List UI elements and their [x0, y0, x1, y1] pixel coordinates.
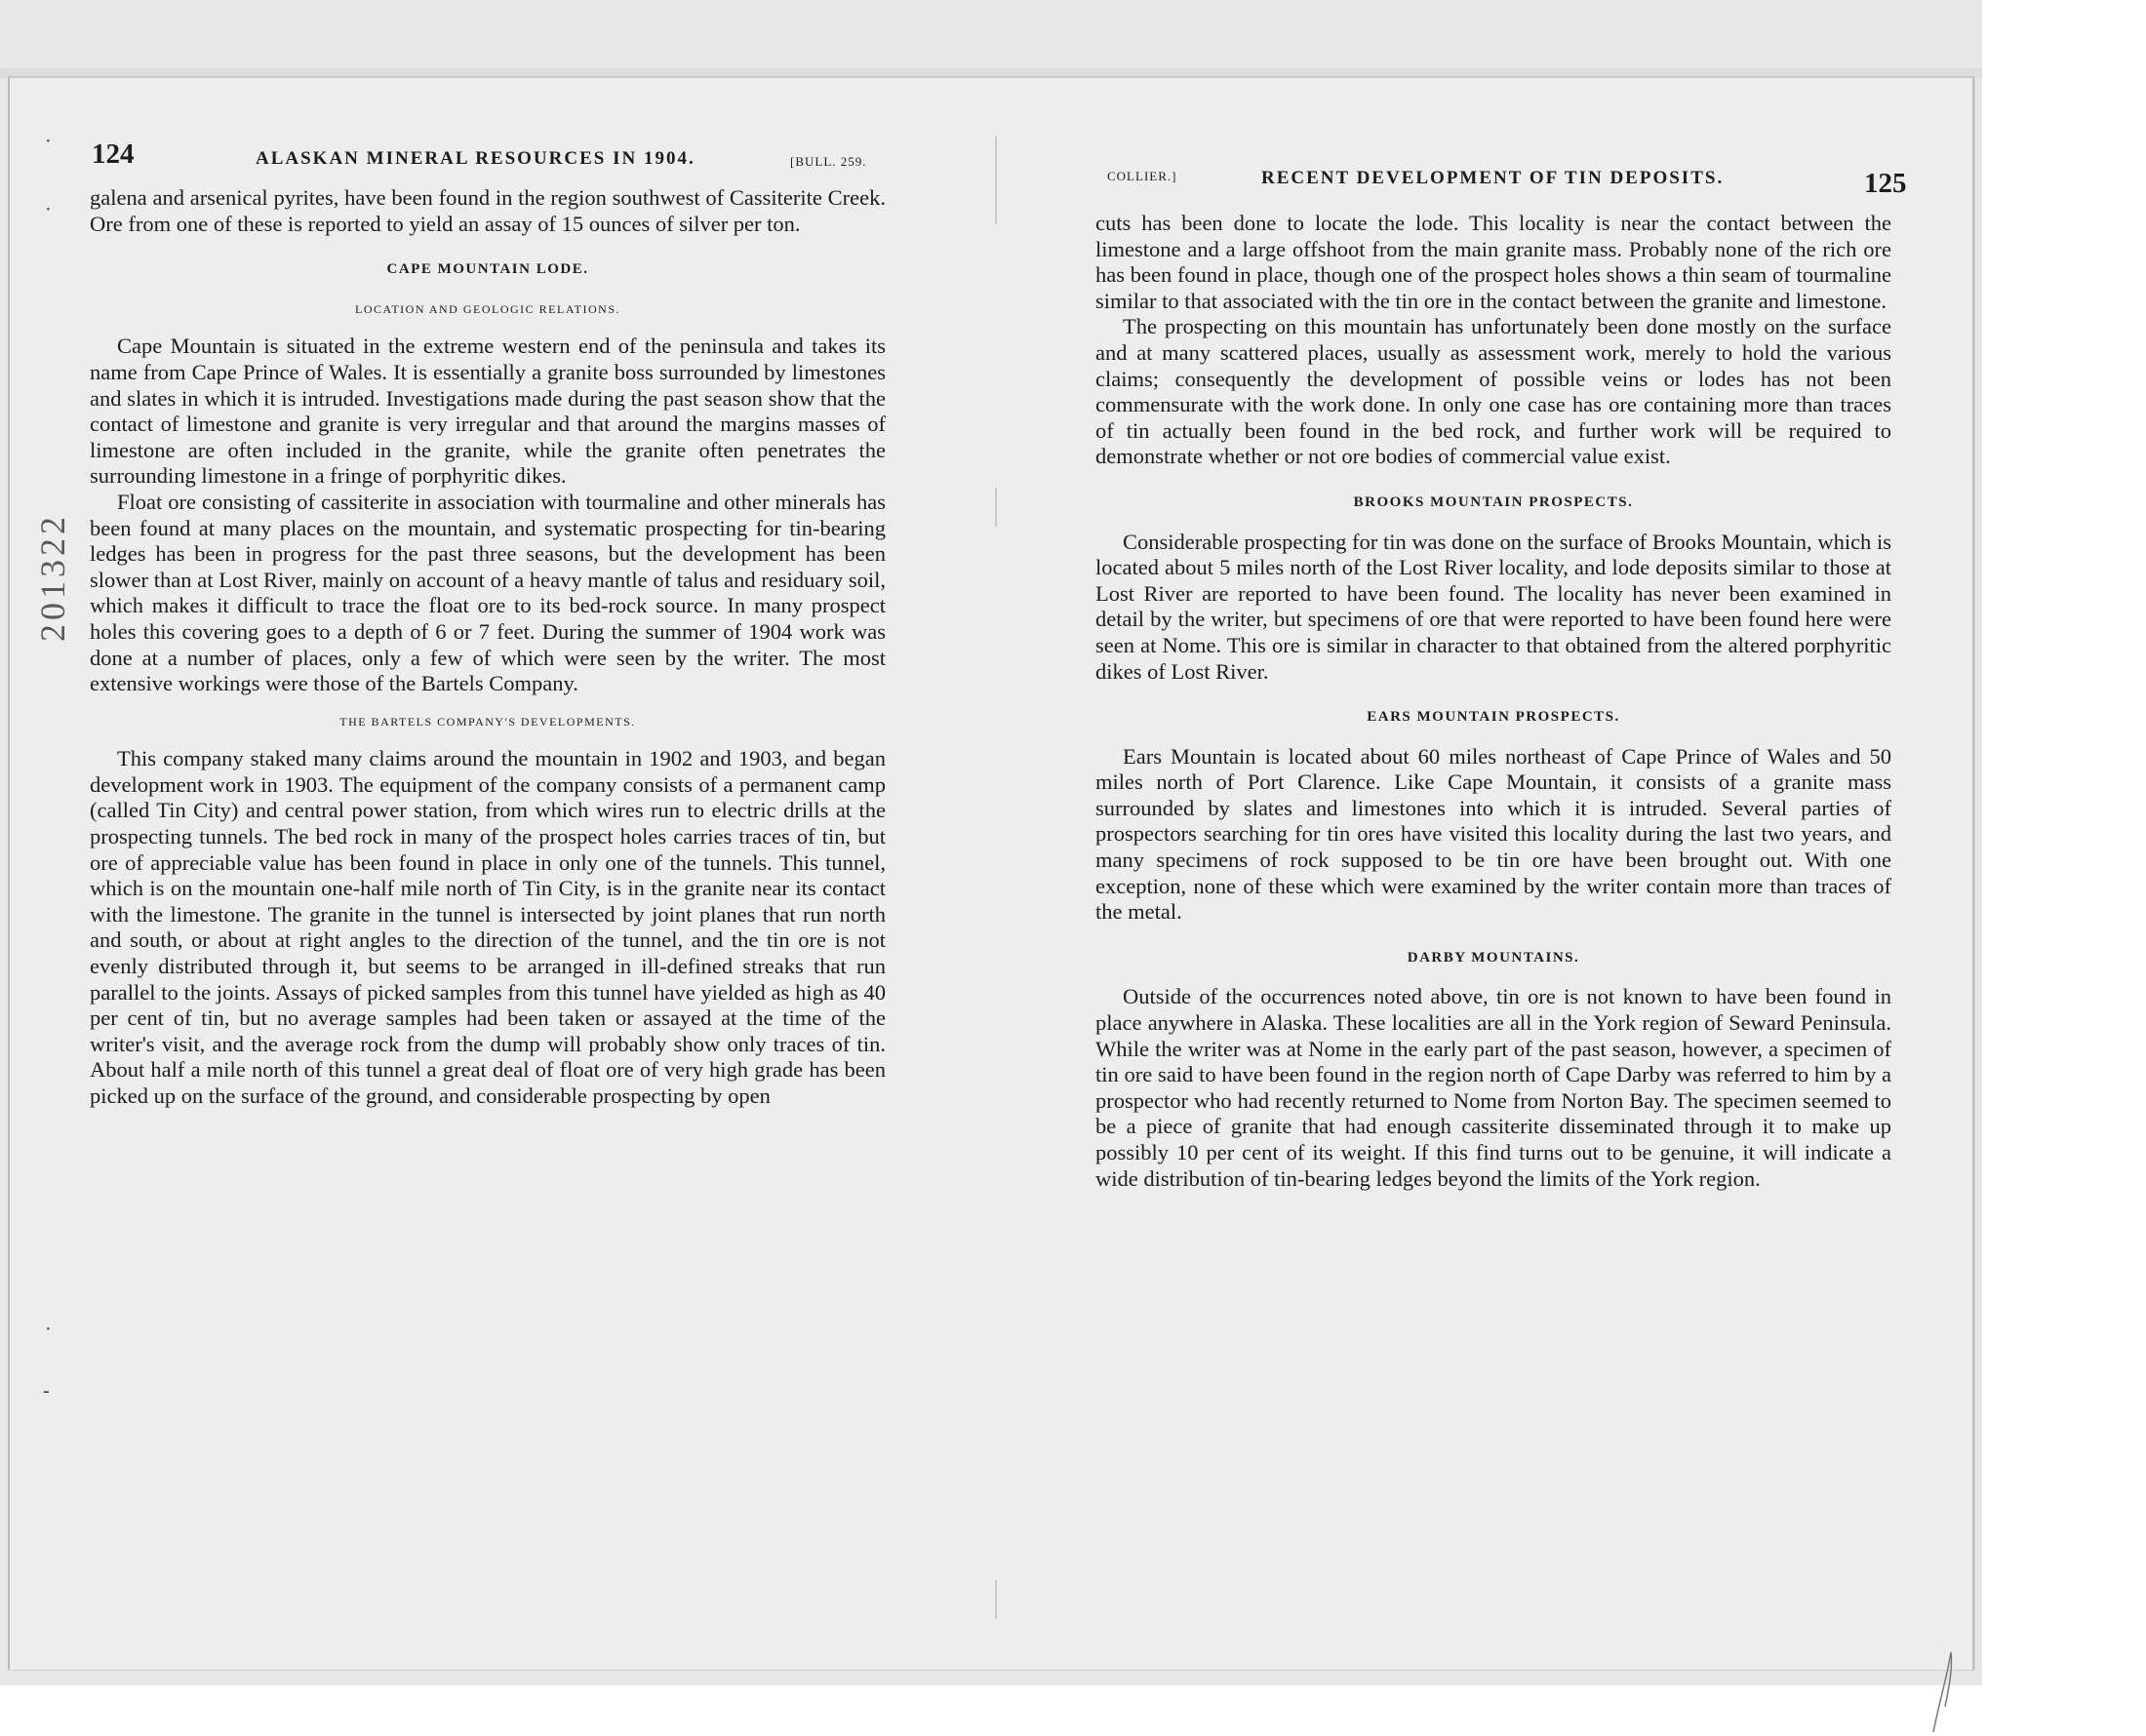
book-spread: [8, 76, 1974, 1670]
author-reference: COLLIER.]: [1107, 169, 1177, 183]
pencil-mark: [1929, 1648, 1959, 1736]
right-page: [1000, 78, 1972, 1670]
subheading: THE BARTELS COMPANY'S DEVELOPMENTS.: [339, 714, 636, 729]
opening-paragraph: galena and arsenical pyrites, have been found in the region southwest of Cassiterite Creek. Ore from one of these is reported to yield an assay of 15 ounces of silver per ton.: [90, 185, 886, 236]
paragraph: Ears Mountain is located about 60 miles northeast of Cape Prince of Wales and 50 miles north of Port Clarence. Like Cape Mountain, it consists of a granite mass surrounded by slates and limestones into which it is intruded. Several parties of prospectors searching for tin ores have visited this locality during the last two years, and many specimens of rock supposed to be tin ore have been brought out. With one exception, none of these which were examined by the writer contain more than traces of the metal.: [1095, 743, 1891, 925]
section-heading: CAPE MOUNTAIN LODE.: [386, 261, 589, 278]
bulletin-reference: [BULL. 259.: [790, 154, 867, 169]
paragraph: Considerable prospecting for tin was done on the surface of Brooks Mountain, which is located about 5 miles north of the Lost River locality, and lode deposits similar to those at Lost River are reported to have been found. The locality has never been examined in detail by the writer, but specimens of ore that were reported to have been found here were seen at Nome. This ore is similar in character to that obtained from the altered porphyritic dikes of Lost River.: [1095, 529, 1891, 684]
page-number: 124: [92, 138, 135, 170]
margin-mark: ·: [45, 131, 52, 152]
left-text-column: [90, 185, 886, 1110]
paragraph: Outside of the occurrences noted above, tin ore is not known to have been found in place anywhere in Alaska. These localities are all in the York region of Seward Peninsula. While the writer was at Nome in the early part of the past season, however, a specimen of tin ore said to have been found in the region north of Cape Darby was referred to him by a prospector who had recently returned to Nome from Norton Bay. The specimen seemed to be a piece of granite that had enough cassiterite disseminated through it to make up possibly 10 per cent of its weight. If this find turns out to be genuine, it will indicate a wide distribution of tin-bearing ledges beyond the limits of the York region.: [1095, 984, 1891, 1191]
gutter-line-bottom: [995, 1580, 997, 1619]
margin-mark: ·: [45, 1319, 52, 1340]
gutter-line-top: [995, 137, 997, 224]
paragraph: This company staked many claims around the mountain in 1902 and 1903, and began development work in 1903. The equipment of the company consists of a permanent camp (called Tin City) and central power station, from which wires run to electric drills at the prospecting tunnels. The bed rock in many of the prospect holes carries traces of tin, but ore of appreciable value has been found in place in only one of the tunnels. This tunnel, which is on the mountain one-half mile north of Tin City, is in the granite near its contact with the limestone. The granite in the tunnel is intersected by joint planes that run north and south, or about at right angles to the direction of the tunnel, and the tin ore is not evenly distributed through it, but seems to be arranged in ill-defined streaks that run parallel to the joints. Assays of picked samples from this tunnel have yielded as high as 40 per cent of tin, but no average samples had been taken or assayed at the time of the writer's visit, and the average rock from the dump will probably show only traces of tin. About half a mile north of this tunnel a great deal of float ore of very high grade has been picked up on the surface of the ground, and considerable prospecting by open: [90, 746, 886, 1108]
page-number: 125: [1864, 168, 1907, 199]
section-heading: BROOKS MOUNTAIN PROSPECTS.: [1353, 493, 1634, 510]
margin-mark: ·: [45, 199, 52, 220]
gutter-line-mid: [995, 488, 997, 527]
running-head: ALASKAN MINERAL RESOURCES IN 1904.: [256, 148, 695, 169]
running-head: RECENT DEVELOPMENT OF TIN DEPOSITS.: [1261, 168, 1725, 188]
subheading: LOCATION AND GEOLOGIC RELATIONS.: [355, 301, 620, 316]
margin-mark: -: [43, 1380, 50, 1401]
section-heading: EARS MOUNTAIN PROSPECTS.: [1367, 709, 1620, 726]
right-text-column: [1095, 211, 1891, 1192]
paragraph: Float ore consisting of cassiterite in association with tourmaline and other minerals has been found at many places on the mountain, and systematic prospecting for tin-bearing ledges has been in progress for the past three seasons, but the development has been slower than at Lost River, mainly on account of a heavy mantle of talus and residuary soil, which makes it difficult to trace the float ore to its bed-rock source. In many prospect holes this covering goes to a depth of 6 or 7 feet. During the summer of 1904 work was done at a number of places, only a few of which were seen by the writer. The most extensive workings were those of the Bartels Company.: [90, 489, 886, 696]
paragraph: The prospecting on this mountain has unfortunately been done mostly on the surface and at many scattered places, usually as assessment work, merely to hold the various claims; consequently the development of possible veins or lodes has not been commensurate with the work done. In only one case has ore containing more than traces of tin actually been found in the bed rock, and further work will be required to demonstrate whether or not ore bodies of commercial value exist.: [1095, 314, 1891, 469]
paragraph: Cape Mountain is situated in the extreme western end of the peninsula and takes its name from Cape Prince of Wales. It is essentially a granite boss surrounded by limestones and slates in which it is intruded. Investigations made during the past season show that the contact of limestone and granite is very irregular and that around the margins masses of limestone are often included in the granite, while the granite often penetrates the surrounding limestone in a fringe of porphyritic dikes.: [90, 334, 886, 489]
left-page: [10, 78, 990, 1670]
opening-paragraph: cuts has been done to locate the lode. This locality is near the contact between the limestone and a large offshoot from the main granite mass. Probably none of the rich ore has been found in place, though one of the prospect holes shows a thin seam of tourmaline similar to that associated with the tin ore in the contact between the granite and limestone.: [1095, 211, 1891, 313]
section-heading: DARBY MOUNTAINS.: [1407, 949, 1580, 966]
stamp-number: 201322: [33, 513, 72, 642]
accession-stamp: [31, 464, 78, 650]
